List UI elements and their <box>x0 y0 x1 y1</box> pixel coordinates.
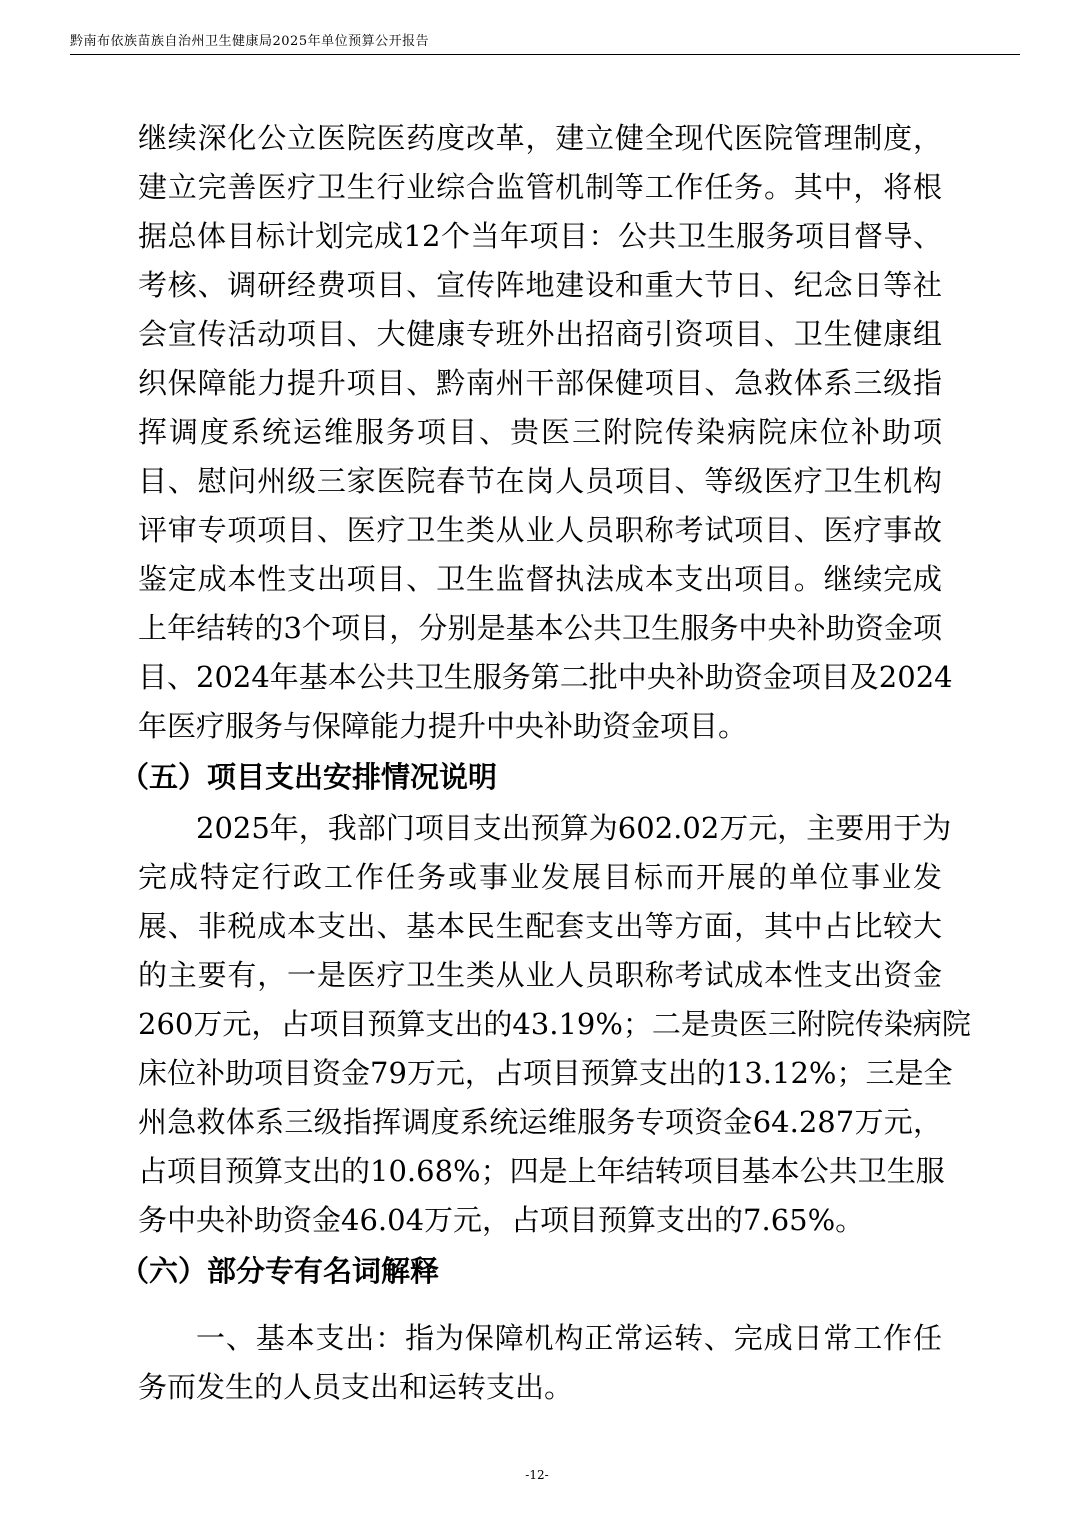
body-line: 建立完善医疗卫生行业综合监管机制等工作任务。其中，将根 <box>138 170 942 204</box>
body-line: 上年结转的3个项目，分别是基本公共卫生服务中央补助资金项 <box>138 611 942 645</box>
body-line: 鉴定成本性支出项目、卫生监督执法成本支出项目。继续完成 <box>138 562 942 596</box>
page-number: -12- <box>525 1468 549 1482</box>
body-line: 据总体目标计划完成12个当年项目：公共卫生服务项目督导、 <box>138 219 942 253</box>
body-line: 占项目预算支出的10.68%；四是上年结转项目基本公共卫生服 <box>138 1154 945 1188</box>
body-line: 260万元，占项目预算支出的43.19%；二是贵医三附院传染病院 <box>138 1007 971 1041</box>
body-line: 目、慰问州级三家医院春节在岗人员项目、等级医疗卫生机构 <box>138 464 942 498</box>
section-heading-5: （五）项目支出安排情况说明 <box>120 760 498 794</box>
body-line: 一、基本支出：指为保障机构正常运转、完成日常工作任 <box>196 1321 942 1355</box>
body-line: 挥调度系统运维服务项目、贵医三附院传染病院床位补助项 <box>138 415 942 449</box>
header-divider <box>70 54 1020 55</box>
section-heading-6: （六）部分专有名词解释 <box>120 1254 440 1288</box>
body-line: 目、2024年基本公共卫生服务第二批中央补助资金项目及2024 <box>138 660 953 694</box>
body-line: 州急救体系三级指挥调度系统运维服务专项资金64.287万元， <box>138 1105 942 1139</box>
body-line: 务而发生的人员支出和运转支出。 <box>138 1370 574 1404</box>
body-line: 评审专项项目、医疗卫生类从业人员职称考试项目、医疗事故 <box>138 513 942 547</box>
body-line: 年医疗服务与保障能力提升中央补助资金项目。 <box>138 709 748 743</box>
body-line: 床位补助项目资金79万元，占项目预算支出的13.12%；三是全 <box>138 1056 953 1090</box>
document-header: 黔南布依族苗族自治州卫生健康局2025年单位预算公开报告 <box>70 34 430 49</box>
body-line: 织保障能力提升项目、黔南州干部保健项目、急救体系三级指 <box>138 366 942 400</box>
body-line: 的主要有，一是医疗卫生类从业人员职称考试成本性支出资金 <box>138 958 942 992</box>
body-line: 考核、调研经费项目、宣传阵地建设和重大节日、纪念日等社 <box>138 268 942 302</box>
body-line: 会宣传活动项目、大健康专班外出招商引资项目、卫生健康组 <box>138 317 942 351</box>
body-line: 完成特定行政工作任务或事业发展目标而开展的单位事业发 <box>138 860 942 894</box>
body-line: 务中央补助资金46.04万元，占项目预算支出的7.65%。 <box>138 1203 865 1237</box>
body-line: 2025年，我部门项目支出预算为602.02万元，主要用于为 <box>196 811 952 845</box>
body-line: 展、非税成本支出、基本民生配套支出等方面，其中占比较大 <box>138 909 942 943</box>
body-line: 继续深化公立医院医药度改革，建立健全现代医院管理制度， <box>138 121 942 155</box>
